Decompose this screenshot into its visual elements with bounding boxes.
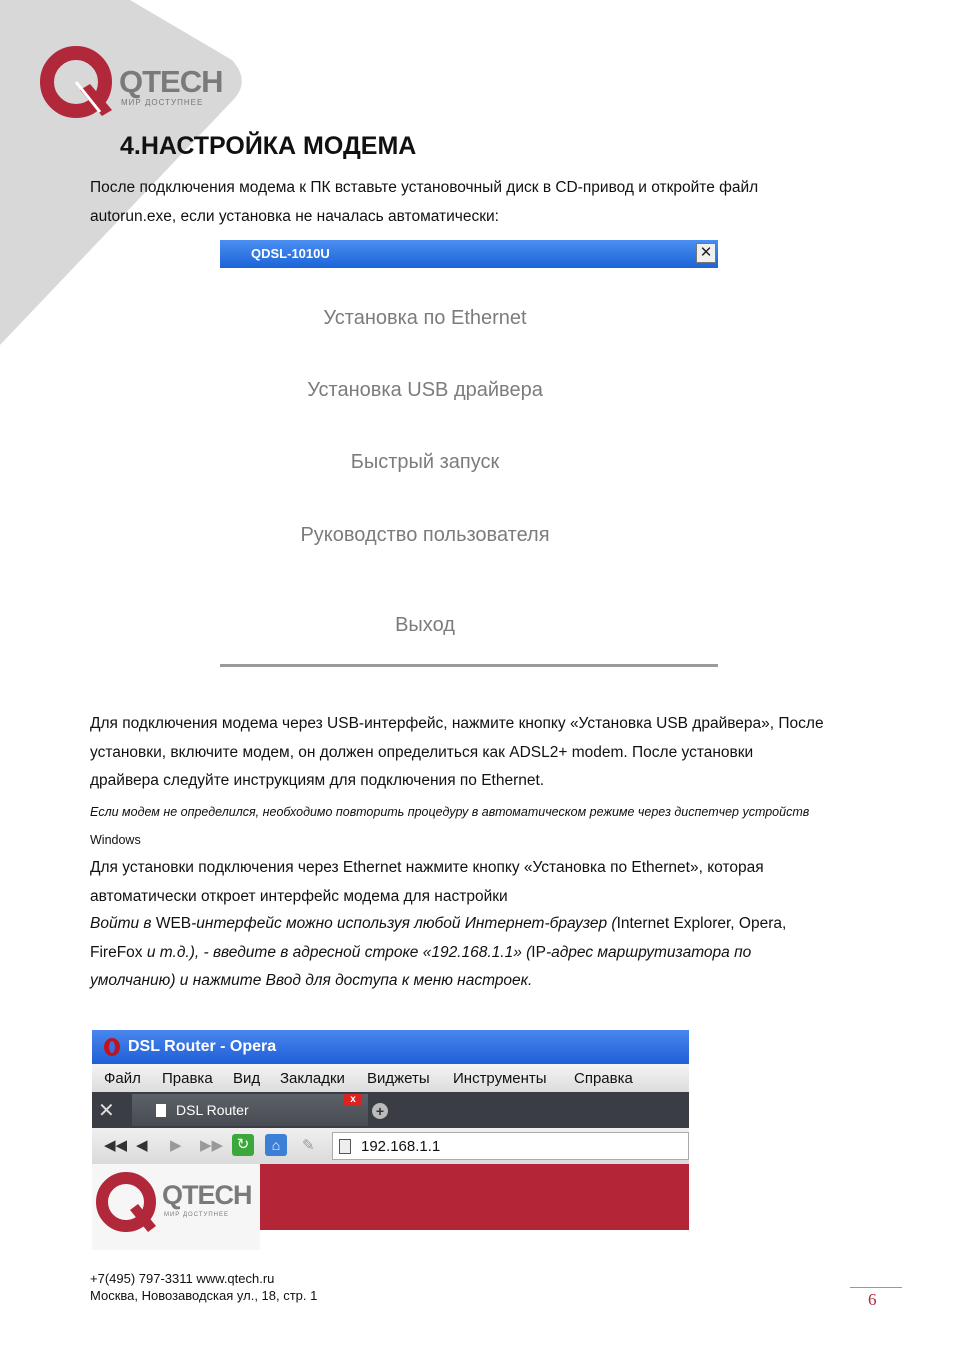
note-line-2: Windows bbox=[90, 833, 141, 847]
section-title: 4.НАСТРОЙКА МОДЕМА bbox=[120, 132, 417, 160]
browser-navbar bbox=[92, 1128, 689, 1164]
usb-paragraph bbox=[90, 710, 870, 796]
ethernet-line-1: Для установки подключения через Ethernet нажмите кнопку «Установка по Ethernet», которая bbox=[90, 859, 764, 876]
router-logo-tagline: МИР ДОСТУПНЕЕ bbox=[164, 1212, 229, 1218]
installer-titlebar bbox=[220, 240, 718, 268]
user-manual-button[interactable]: Руководство пользователя bbox=[300, 524, 550, 546]
footer-phone-web: +7(495) 797-3311 www.qtech.ru bbox=[90, 1271, 275, 1286]
web-text-8: -адрес маршрутизатора по bbox=[545, 943, 752, 961]
web-text-3: -интерфейс можно используя любой Интернет-браузер ( bbox=[191, 915, 617, 932]
usb-line-3: драйвера следуйте инструкциям для подключения по Ethernet. bbox=[90, 772, 545, 789]
browser-titlebar bbox=[92, 1030, 689, 1064]
ethernet-line-2: автоматически откроет интерфейс модема для настройки bbox=[90, 887, 508, 905]
tab-close-icon[interactable]: x bbox=[344, 1094, 362, 1106]
home-icon[interactable]: ⌂ bbox=[265, 1134, 287, 1156]
qtech-logo-icon bbox=[94, 1172, 158, 1238]
installer-divider bbox=[220, 664, 718, 667]
ethernet-paragraph bbox=[90, 854, 870, 911]
menu-tools[interactable]: Инструменты bbox=[453, 1070, 547, 1087]
menu-view[interactable]: Вид bbox=[233, 1070, 261, 1087]
menu-help[interactable]: Справка bbox=[574, 1070, 633, 1087]
page-icon bbox=[156, 1104, 166, 1117]
logo-tagline: МИР ДОСТУПНЕЕ bbox=[121, 98, 204, 107]
fast-forward-icon[interactable]: ▶▶ bbox=[200, 1137, 224, 1154]
footer-address: Москва, Новозаводская ул., 18, стр. 1 bbox=[90, 1288, 318, 1303]
web-text-2: WEB bbox=[155, 915, 192, 932]
intro-paragraph bbox=[90, 174, 870, 231]
menu-edit[interactable]: Правка bbox=[162, 1070, 213, 1087]
usb-line-2: установки, включите модем, он должен определиться как ADSL2+ modem. После установки bbox=[90, 743, 754, 761]
web-text-9: умолчанию) и нажмите Ввод для доступа к меню настроек. bbox=[90, 972, 533, 989]
logo-wordmark: QTECH bbox=[119, 64, 223, 99]
install-ethernet-button[interactable]: Установка по Ethernet bbox=[323, 307, 527, 329]
footer-contacts bbox=[90, 1270, 317, 1304]
rewind-icon[interactable]: ◀◀ bbox=[104, 1137, 128, 1154]
page-number: 6 bbox=[868, 1290, 877, 1309]
browser-title: DSL Router - Opera bbox=[128, 1038, 277, 1055]
router-page-header-band bbox=[260, 1164, 689, 1230]
new-tab-icon[interactable]: + bbox=[372, 1103, 388, 1119]
intro-line-1: После подключения модема к ПК вставьте установочный диск в CD-привод и откройте файл bbox=[90, 179, 759, 196]
tab-label: DSL Router bbox=[176, 1102, 249, 1118]
router-page-logo bbox=[92, 1164, 260, 1250]
forward-icon[interactable]: ▶ bbox=[170, 1137, 182, 1154]
web-text-7: IP bbox=[531, 943, 546, 961]
quick-start-button[interactable]: Быстрый запуск bbox=[350, 451, 500, 473]
intro-line-2: autorun.exe, если установка не началась автоматически: bbox=[90, 207, 499, 225]
install-usb-driver-button[interactable]: Установка USB драйвера bbox=[307, 379, 543, 401]
usb-line-1: Для подключения модема через USB-интерфейс, нажмите кнопку «Установка USB драйвера», После bbox=[90, 715, 824, 732]
web-text-5: FireFox bbox=[90, 943, 143, 961]
close-icon[interactable]: ✕ bbox=[696, 243, 716, 263]
router-logo-wordmark: QTECH bbox=[162, 1180, 252, 1210]
web-text-4: Internet Explorer, Opera, bbox=[616, 915, 787, 932]
qtech-logo-icon bbox=[40, 46, 112, 122]
menu-bookmarks[interactable]: Закладки bbox=[280, 1070, 345, 1087]
browser-menubar bbox=[92, 1064, 689, 1092]
browser-tabbar bbox=[92, 1092, 689, 1128]
exit-button[interactable]: Выход bbox=[395, 614, 455, 636]
address-bar[interactable] bbox=[332, 1132, 689, 1160]
opera-icon bbox=[104, 1038, 120, 1056]
installer-title: QDSL-1010U bbox=[251, 246, 330, 261]
menu-widgets[interactable]: Виджеты bbox=[367, 1070, 430, 1087]
web-interface-paragraph bbox=[90, 910, 870, 996]
page-icon bbox=[339, 1139, 351, 1154]
page-number-rule bbox=[850, 1287, 902, 1288]
pen-icon[interactable]: ✎ bbox=[302, 1137, 315, 1154]
web-text-6: и т.д.), - введите в адресной строке «192.168.1.1» ( bbox=[142, 943, 532, 961]
note-line-1: Если модем не определился, необходимо повторить процедуру в автоматическом режиме через диспетчер устройств bbox=[90, 805, 810, 819]
address-text: 192.168.1.1 bbox=[361, 1138, 441, 1155]
tab-dsl-router[interactable] bbox=[132, 1094, 385, 1126]
menu-file[interactable]: Файл bbox=[104, 1070, 141, 1087]
tools-icon[interactable]: ✕ bbox=[98, 1100, 115, 1122]
back-icon[interactable]: ◀ bbox=[136, 1137, 148, 1154]
qtech-logo bbox=[40, 46, 240, 122]
reload-icon[interactable]: ↻ bbox=[232, 1134, 254, 1156]
web-text-1: Войти в bbox=[90, 915, 156, 932]
